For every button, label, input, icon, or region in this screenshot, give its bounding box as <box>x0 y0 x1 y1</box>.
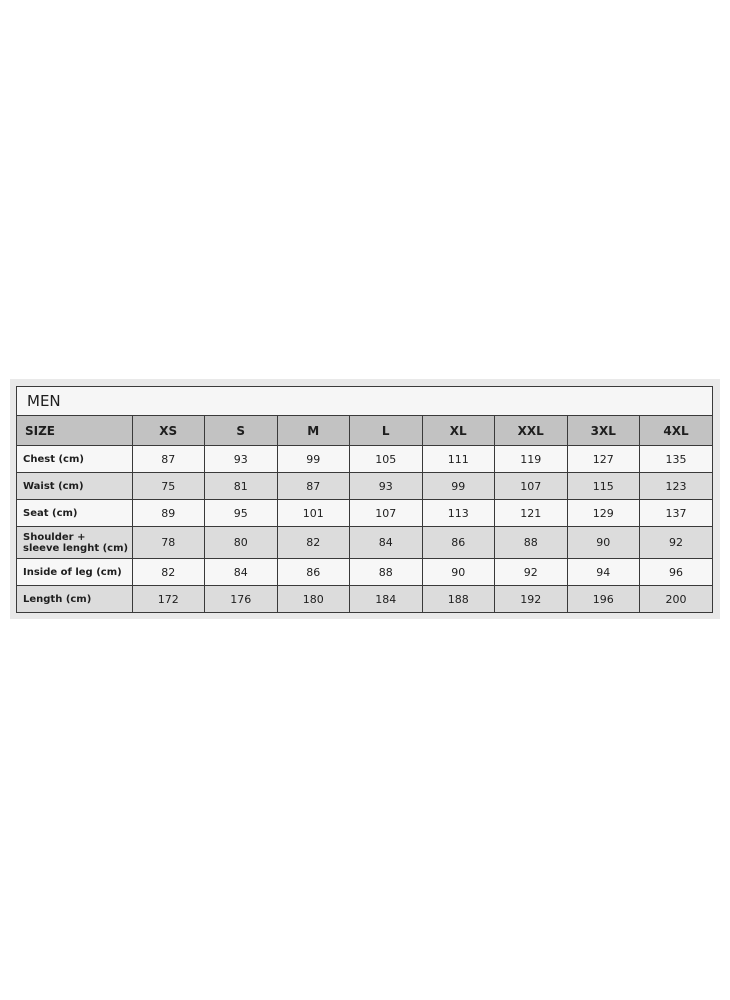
table-cell: 90 <box>422 559 495 586</box>
table-cell: 80 <box>205 527 278 559</box>
table-cell: 88 <box>350 559 423 586</box>
table-row-length <box>17 586 712 613</box>
table-cell: 200 <box>640 586 713 613</box>
size-chart-frame <box>10 379 720 619</box>
table-cell: 111 <box>422 446 495 473</box>
table-cell: 99 <box>422 473 495 500</box>
table-cell: 84 <box>205 559 278 586</box>
table-cell: 95 <box>205 500 278 527</box>
table-cell: 86 <box>422 527 495 559</box>
table-cell: 184 <box>350 586 423 613</box>
size-table <box>17 416 712 612</box>
row-label-waist: Waist (cm) <box>17 473 132 500</box>
table-row-inside-leg <box>17 559 712 586</box>
table-cell: 92 <box>495 559 568 586</box>
size-header-s: S <box>205 416 278 446</box>
row-label-chest: Chest (cm) <box>17 446 132 473</box>
size-header-xl: XL <box>422 416 495 446</box>
size-header-4xl: 4XL <box>640 416 713 446</box>
table-cell: 121 <box>495 500 568 527</box>
table-cell: 129 <box>567 500 640 527</box>
table-cell: 87 <box>132 446 205 473</box>
table-cell: 82 <box>277 527 350 559</box>
size-header-xxl: XXL <box>495 416 568 446</box>
size-header-3xl: 3XL <box>567 416 640 446</box>
table-cell: 137 <box>640 500 713 527</box>
table-row-waist <box>17 473 712 500</box>
table-cell: 81 <box>205 473 278 500</box>
table-cell: 107 <box>350 500 423 527</box>
row-label-line-1: Shoulder + <box>23 531 86 543</box>
table-cell: 82 <box>132 559 205 586</box>
header-row <box>17 416 712 446</box>
table-cell: 75 <box>132 473 205 500</box>
table-cell: 89 <box>132 500 205 527</box>
table-cell: 115 <box>567 473 640 500</box>
row-label-shoulder-sleeve <box>17 527 132 559</box>
table-cell: 176 <box>205 586 278 613</box>
table-cell: 180 <box>277 586 350 613</box>
table-cell: 113 <box>422 500 495 527</box>
table-cell: 99 <box>277 446 350 473</box>
chart-title: MEN <box>17 387 712 416</box>
table-cell: 188 <box>422 586 495 613</box>
table-cell: 192 <box>495 586 568 613</box>
size-chart <box>16 386 713 613</box>
table-cell: 196 <box>567 586 640 613</box>
table-cell: 94 <box>567 559 640 586</box>
table-cell: 92 <box>640 527 713 559</box>
table-row-chest <box>17 446 712 473</box>
table-cell: 127 <box>567 446 640 473</box>
table-cell: 88 <box>495 527 568 559</box>
row-label-seat: Seat (cm) <box>17 500 132 527</box>
size-header-label: SIZE <box>17 416 132 446</box>
size-header-xs: XS <box>132 416 205 446</box>
table-row-seat <box>17 500 712 527</box>
table-cell: 90 <box>567 527 640 559</box>
table-cell: 119 <box>495 446 568 473</box>
table-cell: 84 <box>350 527 423 559</box>
row-label-line-2: sleeve lenght (cm) <box>23 542 129 554</box>
table-cell: 101 <box>277 500 350 527</box>
table-cell: 123 <box>640 473 713 500</box>
table-cell: 96 <box>640 559 713 586</box>
size-header-m: M <box>277 416 350 446</box>
table-cell: 93 <box>350 473 423 500</box>
table-cell: 78 <box>132 527 205 559</box>
table-cell: 107 <box>495 473 568 500</box>
table-cell: 93 <box>205 446 278 473</box>
table-row-shoulder-sleeve <box>17 527 712 559</box>
table-cell: 105 <box>350 446 423 473</box>
table-cell: 135 <box>640 446 713 473</box>
table-cell: 87 <box>277 473 350 500</box>
table-cell: 172 <box>132 586 205 613</box>
row-label-inside-leg: Inside of leg (cm) <box>17 559 132 586</box>
table-cell: 86 <box>277 559 350 586</box>
size-header-l: L <box>350 416 423 446</box>
row-label-length: Length (cm) <box>17 586 132 613</box>
